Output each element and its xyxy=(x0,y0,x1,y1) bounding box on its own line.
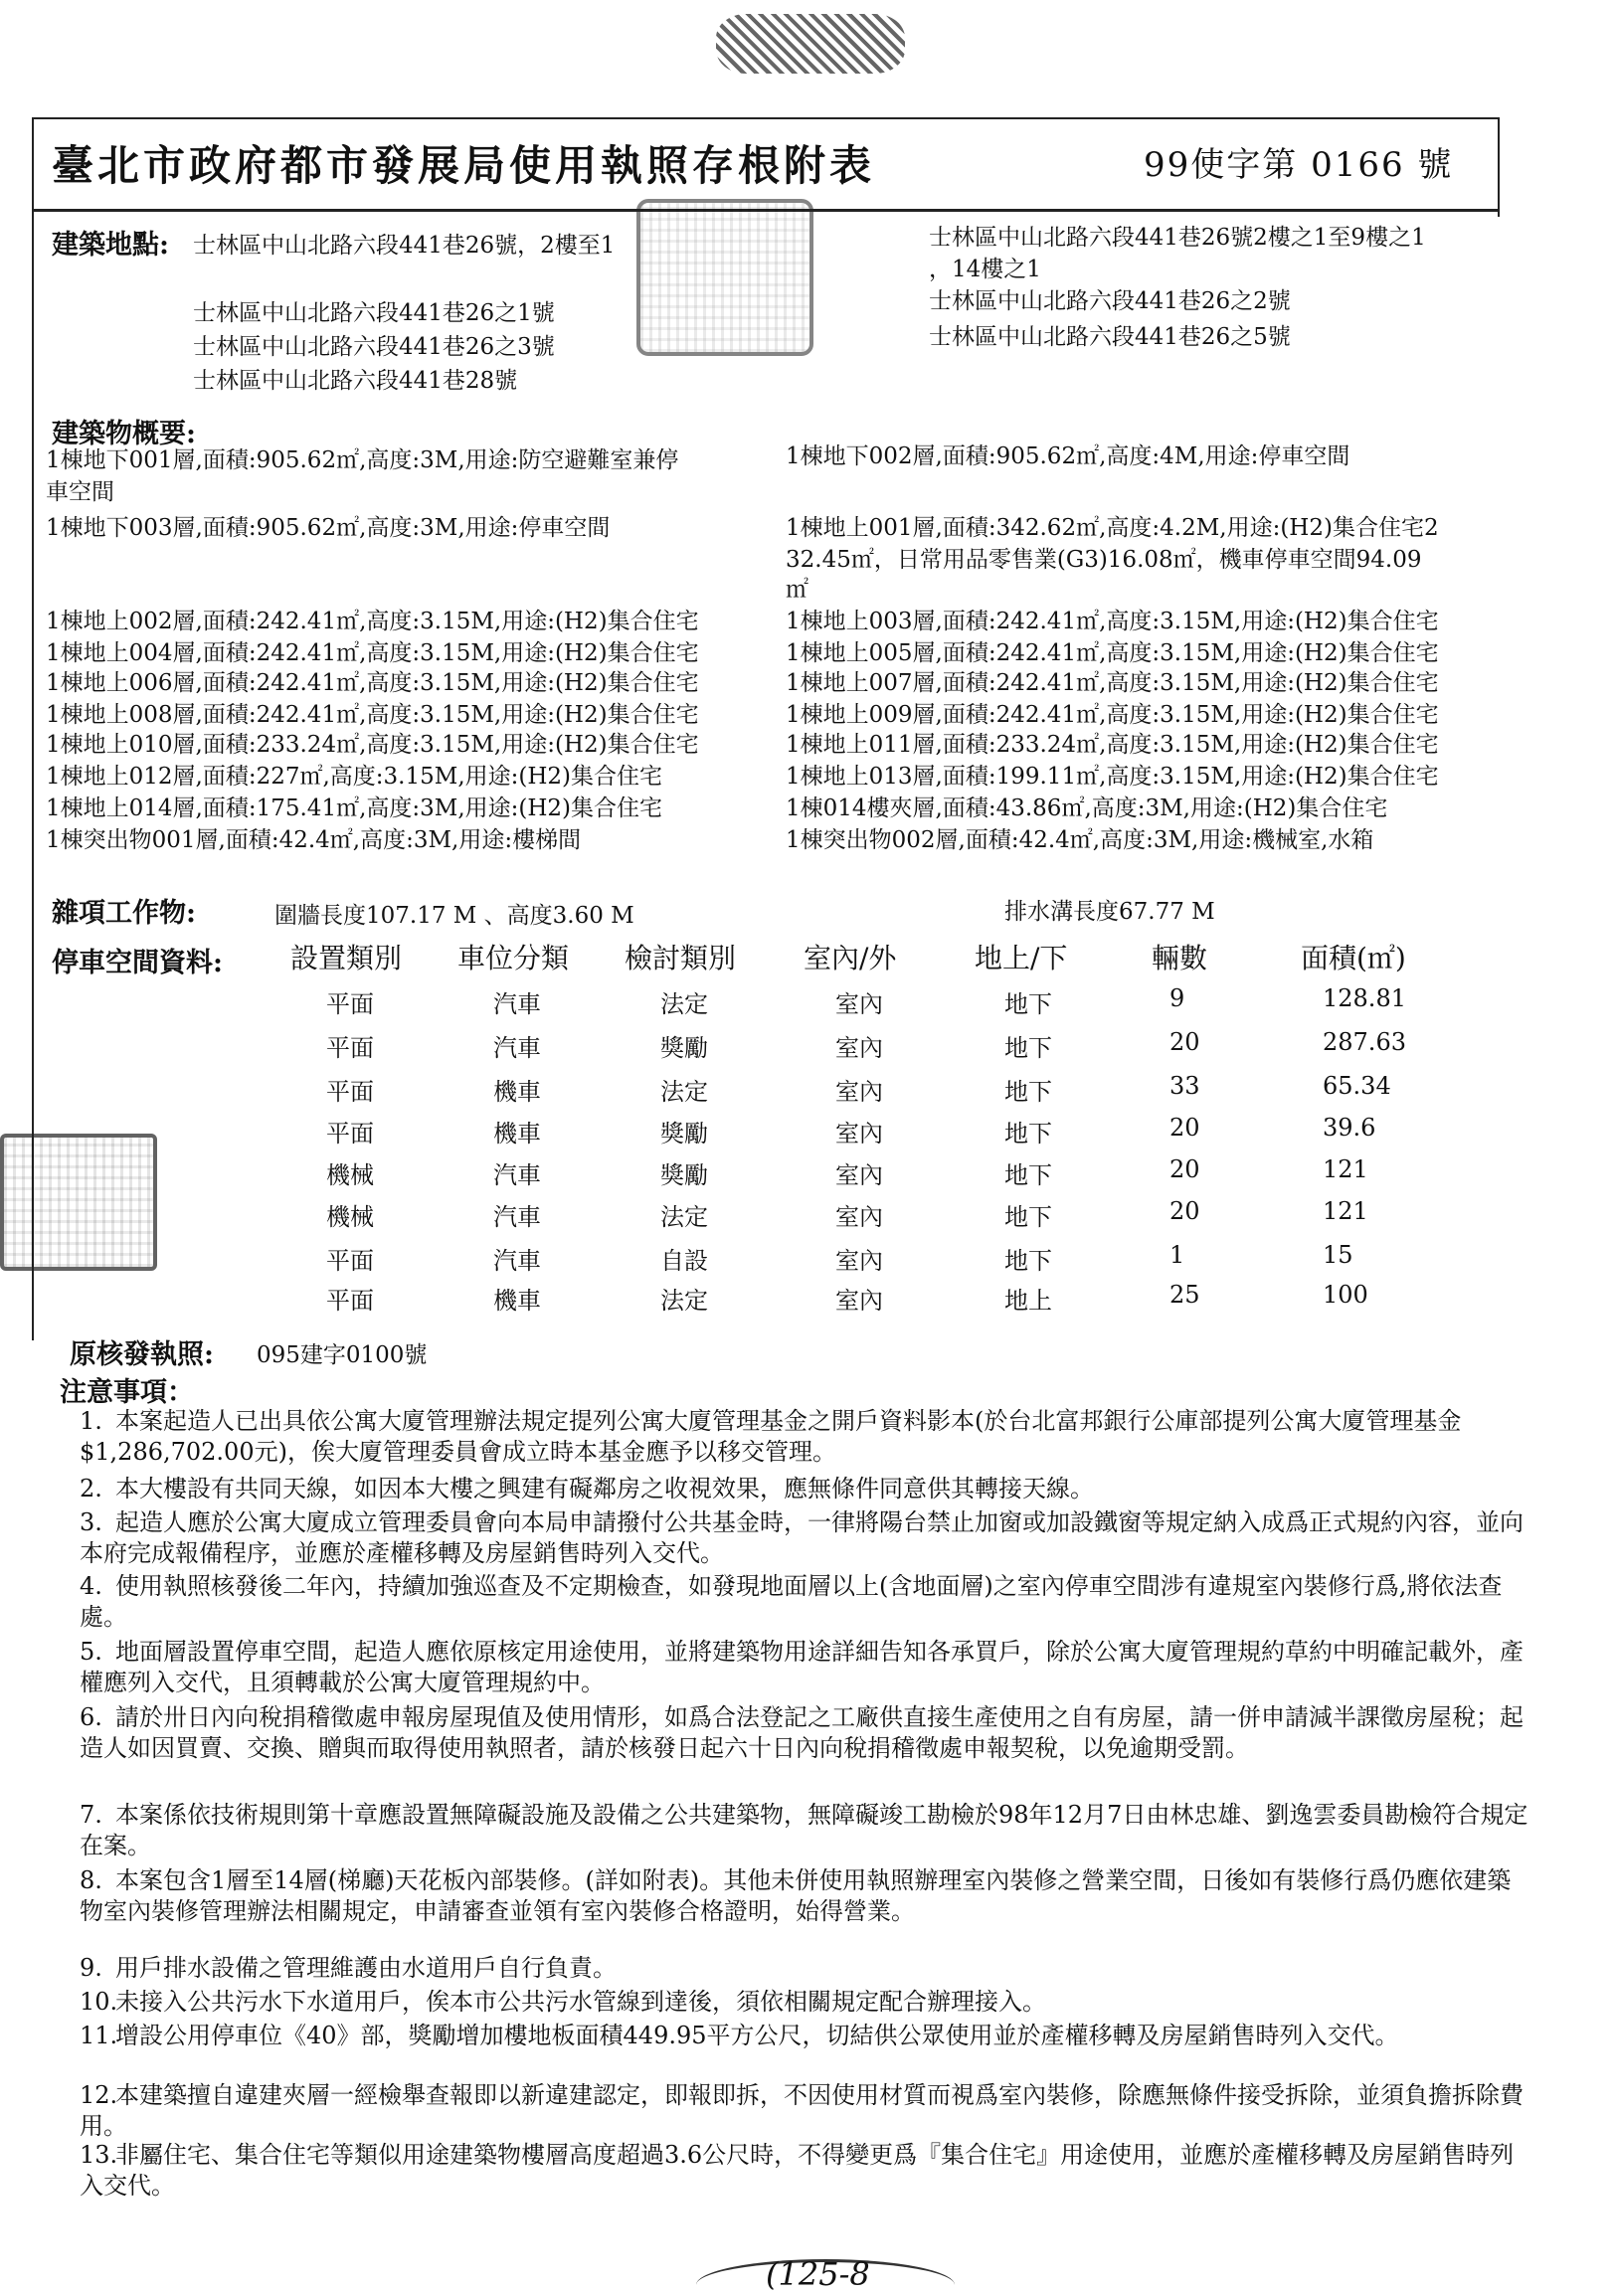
notes-label: 注意事項： xyxy=(60,1377,194,1408)
parking-cell: 法定 xyxy=(660,1287,708,1315)
note-text: 使用執照核發後二年內，持續加強巡查及不定期檢查，如發現地面層以上(含地面層)之室內停車空間涉有違規室內裝修行爲,將依法查處。 xyxy=(80,1572,1503,1631)
parking-cell: 地下 xyxy=(1004,1078,1052,1106)
misc-wall: 圍牆長度107.17 M 、高度3.60 M xyxy=(274,903,634,929)
note-number: 1. xyxy=(80,1407,102,1435)
parking-cell: 汽車 xyxy=(493,1247,541,1275)
overview-f1-line2: 32.45㎡，日常用品零售業(G3)16.08㎡，機車停車空間94.09 xyxy=(786,547,1422,573)
note-item xyxy=(80,1474,1531,1504)
address-right-line: 士林區中山北路六段441巷26號2樓之1至9樓之1 xyxy=(929,225,1426,251)
parking-cell: 128.81 xyxy=(1323,984,1406,1012)
address-right-line: 士林區中山北路六段441巷26之5號 xyxy=(929,324,1291,350)
parking-cell: 平面 xyxy=(326,1120,374,1148)
page-mark: (125-8 xyxy=(766,2255,870,2293)
parking-cell: 121 xyxy=(1323,1197,1368,1225)
note-number: 6. xyxy=(80,1703,102,1731)
parking-cell: 15 xyxy=(1323,1241,1353,1269)
page-title: 臺北市政府都市發展局使用執照存根附表 xyxy=(52,141,876,190)
parking-cell: 獎勵 xyxy=(660,1161,708,1189)
parking-cell: 平面 xyxy=(326,1034,374,1062)
overview-row-left: 1棟地上010層,面積:233.24㎡,高度:3.15M,用途:(H2)集合住宅 xyxy=(46,732,699,758)
note-number: 4. xyxy=(80,1572,102,1600)
parking-cell: 287.63 xyxy=(1323,1028,1406,1056)
address-left-line: 士林區中山北路六段441巷26號，2樓至1 xyxy=(193,233,616,259)
note-number: 9. xyxy=(80,1954,102,1982)
parking-cell: 33 xyxy=(1169,1072,1200,1100)
parking-cell: 地下 xyxy=(1004,1120,1052,1148)
address-left-line: 士林區中山北路六段441巷28號 xyxy=(193,368,518,394)
note-text: 本建築擅自違建夾層一經檢舉查報即以新違建認定，即報即拆，不因使用材質而視爲室內裝修，除應無條件接受拆除，並須負擔拆除費用。 xyxy=(80,2081,1524,2140)
parking-cell: 121 xyxy=(1323,1155,1368,1183)
parking-cell: 獎勵 xyxy=(660,1034,708,1062)
parking-header-cell: 設置類別 xyxy=(290,942,403,974)
parking-cell: 地下 xyxy=(1004,1034,1052,1062)
overview-b3: 1棟地下003層,面積:905.62㎡,高度:3M,用途:停車空間 xyxy=(46,515,611,541)
parking-cell: 機車 xyxy=(493,1078,541,1106)
parking-cell: 室內 xyxy=(835,1078,883,1106)
parking-cell: 20 xyxy=(1169,1114,1200,1142)
note-text: 非屬住宅、集合住宅等類似用途建築物樓層高度超過3.6公尺時，不得變更爲『集合住宅』用途使用，並應於產權移轉及房屋銷售時列入交代。 xyxy=(80,2141,1515,2200)
parking-cell: 39.6 xyxy=(1323,1114,1376,1142)
address-left-line: 士林區中山北路六段441巷26之3號 xyxy=(193,334,555,360)
overview-row-left: 1棟地上006層,面積:242.41㎡,高度:3.15M,用途:(H2)集合住宅 xyxy=(46,670,699,696)
parking-cell: 平面 xyxy=(326,1247,374,1275)
parking-header-cell: 室內/外 xyxy=(804,942,897,974)
parking-cell: 地下 xyxy=(1004,1161,1052,1189)
overview-row-right: 1棟地上005層,面積:242.41㎡,高度:3.15M,用途:(H2)集合住宅 xyxy=(786,640,1439,666)
parking-cell: 100 xyxy=(1323,1281,1368,1309)
note-number: 8. xyxy=(80,1866,102,1894)
overview-f1-line3: ㎡ xyxy=(786,577,808,603)
parking-cell: 室內 xyxy=(835,1161,883,1189)
top-seal xyxy=(716,14,905,74)
note-text: 請於卅日內向稅捐稽徵處申報房屋現值及使用情形，如爲合法登記之工廠供直接生產使用之自有房屋，請一併申請減半課徵房屋稅；起造人如因買賣、交換、贈與而取得使用執照者，請於核發日起六十日內向稅捐稽徵處申報契稅，以免逾期受罰。 xyxy=(80,1703,1524,1762)
note-text: 起造人應於公寓大廈成立管理委員會向本局申請撥付公共基金時，一律將陽台禁止加窗或加設鐵窗等規定納入成爲正式規約內容，並向本府完成報備程序，並應於產權移轉及房屋銷售時列入交代。 xyxy=(80,1508,1524,1567)
address-right-line: ，14樓之1 xyxy=(929,257,1041,282)
parking-cell: 1 xyxy=(1169,1241,1185,1269)
side-seal-stamp xyxy=(0,1134,157,1271)
parking-cell: 室內 xyxy=(835,1287,883,1315)
parking-cell: 地上 xyxy=(1004,1287,1052,1315)
note-item xyxy=(80,1865,1531,1927)
note-item xyxy=(80,1406,1531,1468)
note-item xyxy=(80,1507,1531,1569)
parking-cell: 平面 xyxy=(326,990,374,1018)
address-left-line: 士林區中山北路六段441巷26之1號 xyxy=(193,300,555,326)
note-item xyxy=(80,1953,1531,1984)
note-number: 5. xyxy=(80,1638,102,1666)
overview-row-right: 1棟地上011層,面積:233.24㎡,高度:3.15M,用途:(H2)集合住宅 xyxy=(786,732,1439,758)
parking-cell: 65.34 xyxy=(1323,1072,1391,1100)
parking-cell: 獎勵 xyxy=(660,1120,708,1148)
note-number: 11. xyxy=(80,2022,118,2049)
parking-cell: 汽車 xyxy=(493,1161,541,1189)
parking-header-cell: 地上/下 xyxy=(975,942,1068,974)
parking-cell: 室內 xyxy=(835,1203,883,1231)
address-right-line: 士林區中山北路六段441巷26之2號 xyxy=(929,288,1291,314)
note-number: 13. xyxy=(80,2141,118,2169)
overview-row-right: 1棟014樓夾層,面積:43.86㎡,高度:3M,用途:(H2)集合住宅 xyxy=(786,795,1388,821)
note-item xyxy=(80,2080,1531,2142)
overview-row-right: 1棟地上003層,面積:242.41㎡,高度:3.15M,用途:(H2)集合住宅 xyxy=(786,609,1439,634)
parking-header-cell: 面積(㎡) xyxy=(1301,942,1406,974)
parking-cell: 室內 xyxy=(835,1247,883,1275)
frame-right-border xyxy=(1498,117,1500,217)
note-number: 2. xyxy=(80,1475,102,1502)
overview-row-left: 1棟地上014層,面積:175.41㎡,高度:3M,用途:(H2)集合住宅 xyxy=(46,795,663,821)
note-item xyxy=(80,1987,1531,2018)
parking-cell: 機車 xyxy=(493,1120,541,1148)
overview-row-right: 1棟地上007層,面積:242.41㎡,高度:3.15M,用途:(H2)集合住宅 xyxy=(786,670,1439,696)
approval-seal-stamp xyxy=(636,199,813,356)
overview-b1-line1: 1棟地下001層,面積:905.62㎡,高度:3M,用途:防空避難室兼停 xyxy=(46,447,679,473)
overview-row-left: 1棟地上012層,面積:227㎡,高度:3.15M,用途:(H2)集合住宅 xyxy=(46,764,663,790)
overview-row-right: 1棟突出物002層,面積:42.4㎡,高度:3M,用途:機械室,水箱 xyxy=(786,827,1374,853)
parking-cell: 機械 xyxy=(326,1203,374,1231)
parking-cell: 法定 xyxy=(660,1203,708,1231)
parking-cell: 汽車 xyxy=(493,990,541,1018)
note-text: 本案起造人已出具依公寓大廈管理辦法規定提列公寓大廈管理基金之開戶資料影本(於台北富邦銀行公庫部提列公寓大廈管理基金$1,286,702.00元)，俟大廈管理委員會成立時本基金應予以移交管理。 xyxy=(80,1407,1462,1466)
overview-row-left: 1棟地上004層,面積:242.41㎡,高度:3.15M,用途:(H2)集合住宅 xyxy=(46,640,699,666)
parking-cell: 機械 xyxy=(326,1161,374,1189)
parking-cell: 自設 xyxy=(660,1247,708,1275)
parking-cell: 平面 xyxy=(326,1078,374,1106)
note-item xyxy=(80,1800,1531,1861)
parking-cell: 法定 xyxy=(660,990,708,1018)
note-text: 用戶排水設備之管理維護由水道用戶自行負責。 xyxy=(115,1954,617,1982)
parking-cell: 25 xyxy=(1169,1281,1200,1309)
address-label: 建築地點: xyxy=(52,230,169,261)
overview-b2: 1棟地下002層,面積:905.62㎡,高度:4M,用途:停車空間 xyxy=(786,443,1350,469)
note-text: 增設公用停車位《40》部，獎勵增加樓地板面積449.95平方公尺，切結供公眾使用並於產權移轉及房屋銷售時列入交代。 xyxy=(115,2022,1399,2049)
misc-drain: 排水溝長度67.77 M xyxy=(1004,899,1215,925)
overview-row-right: 1棟地上013層,面積:199.11㎡,高度:3.15M,用途:(H2)集合住宅 xyxy=(786,764,1439,790)
note-number: 10. xyxy=(80,1988,118,2016)
original-permit-value: 095建字0100號 xyxy=(257,1342,428,1368)
note-text: 本大樓設有共同天線，如因本大樓之興建有礙鄰房之收視效果，應無條件同意供其轉接天線。 xyxy=(115,1475,1094,1502)
parking-cell: 汽車 xyxy=(493,1034,541,1062)
parking-cell: 平面 xyxy=(326,1287,374,1315)
original-permit-label: 原核發執照: xyxy=(70,1339,214,1370)
misc-label: 雜項工作物: xyxy=(52,898,196,929)
note-item xyxy=(80,1571,1531,1633)
note-item xyxy=(80,2140,1531,2202)
parking-cell: 機車 xyxy=(493,1287,541,1315)
parking-cell: 地下 xyxy=(1004,1203,1052,1231)
note-text: 地面層設置停車空間，起造人應依原核定用途使用，並將建築物用途詳細告知各承買戶，除於公寓大廈管理規約草約中明確記載外，產權應列入交代，且須轉載於公寓大廈管理規約中。 xyxy=(80,1638,1524,1696)
parking-cell: 法定 xyxy=(660,1078,708,1106)
note-item xyxy=(80,2021,1531,2051)
note-number: 3. xyxy=(80,1508,102,1536)
note-text: 本案包含1層至14層(梯廳)天花板內部裝修。(詳如附表)。其他未併使用執照辦理室內裝修之營業空間，日後如有裝修行爲仍應依建築物室內裝修管理辦法相關規定，申請審查並領有室內裝修合格證明，始得營業。 xyxy=(80,1866,1512,1925)
note-item xyxy=(80,1637,1531,1698)
overview-row-left: 1棟地上002層,面積:242.41㎡,高度:3.15M,用途:(H2)集合住宅 xyxy=(46,609,699,634)
parking-cell: 室內 xyxy=(835,1034,883,1062)
parking-cell: 汽車 xyxy=(493,1203,541,1231)
parking-cell: 20 xyxy=(1169,1197,1200,1225)
parking-cell: 9 xyxy=(1169,984,1185,1012)
frame-top-border xyxy=(32,117,1500,119)
parking-cell: 室內 xyxy=(835,990,883,1018)
parking-header-cell: 車位分類 xyxy=(457,942,570,974)
overview-f1-line1: 1棟地上001層,面積:342.62㎡,高度:4.2M,用途:(H2)集合住宅2 xyxy=(786,515,1439,541)
parking-label: 停車空間資料: xyxy=(52,948,223,978)
parking-cell: 20 xyxy=(1169,1028,1200,1056)
overview-row-left: 1棟突出物001層,面積:42.4㎡,高度:3M,用途:樓梯間 xyxy=(46,827,582,853)
parking-cell: 地下 xyxy=(1004,1247,1052,1275)
parking-cell: 地下 xyxy=(1004,990,1052,1018)
parking-header-cell: 檢討類別 xyxy=(625,942,737,974)
parking-header-cell: 輛數 xyxy=(1152,942,1208,974)
note-text: 本案係依技術規則第十章應設置無障礙設施及設備之公共建築物，無障礙竣工勘檢於98年12月7日由林忠雄、劉逸雲委員勘檢符合規定在案。 xyxy=(80,1801,1528,1859)
overview-row-right: 1棟地上009層,面積:242.41㎡,高度:3.15M,用途:(H2)集合住宅 xyxy=(786,702,1439,728)
note-text: 未接入公共污水下水道用戶，俟本市公共污水管線到達後，須依相關規定配合辦理接入。 xyxy=(115,1988,1046,2016)
parking-cell: 室內 xyxy=(835,1120,883,1148)
overview-b1-line2: 車空間 xyxy=(46,479,114,505)
note-number: 12. xyxy=(80,2081,118,2109)
overview-label: 建築物概要: xyxy=(52,419,196,449)
document-number: 99使字第 0166 號 xyxy=(1144,145,1454,185)
overview-row-left: 1棟地上008層,面積:242.41㎡,高度:3.15M,用途:(H2)集合住宅 xyxy=(46,702,699,728)
parking-cell: 20 xyxy=(1169,1155,1200,1183)
note-number: 7. xyxy=(80,1801,102,1829)
note-item xyxy=(80,1702,1531,1764)
